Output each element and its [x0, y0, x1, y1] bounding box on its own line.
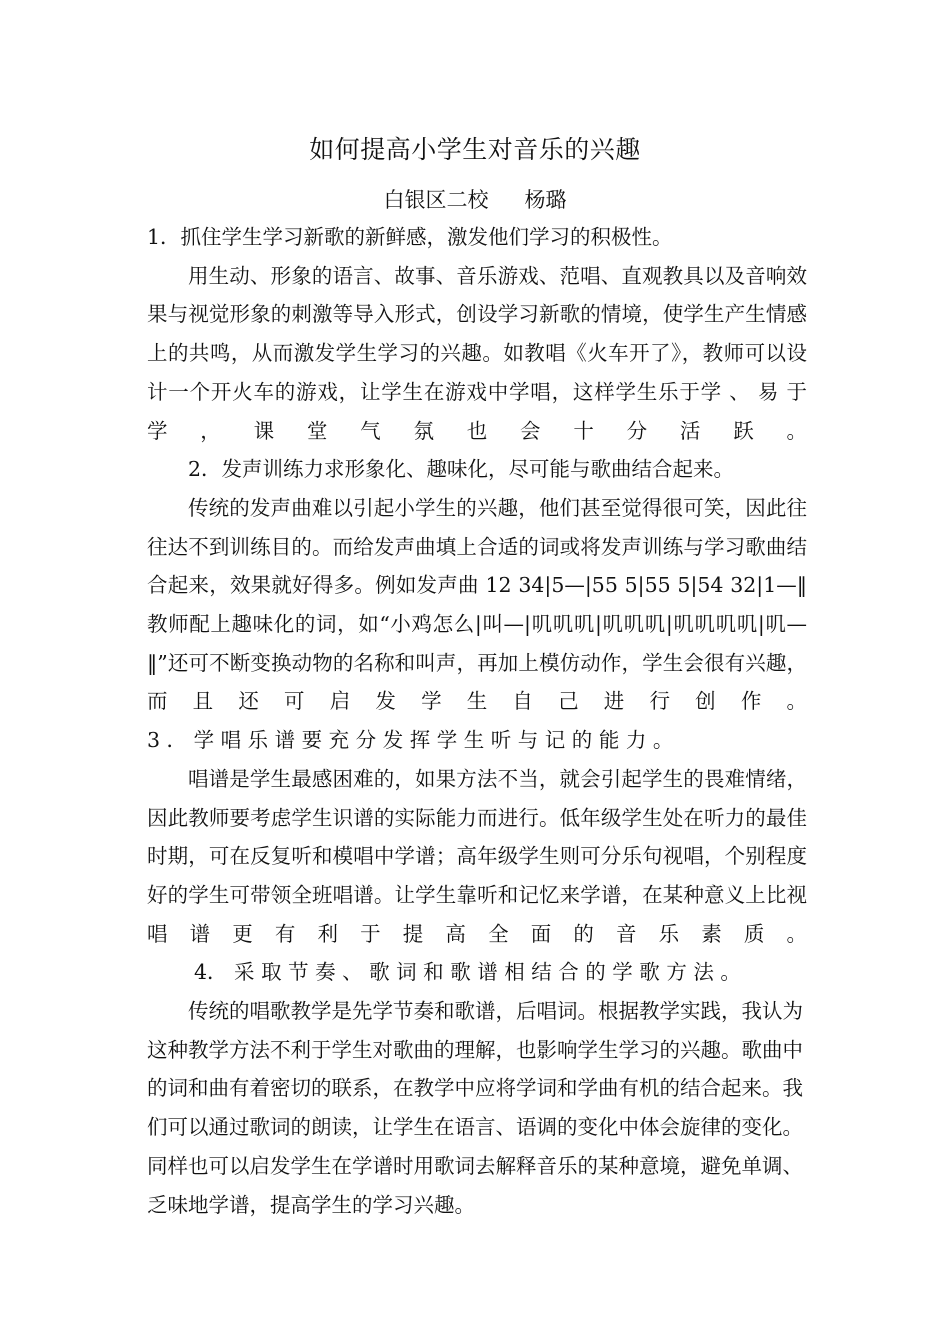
section-heading-2: 2．发声训练力求形象化、趣味化，尽可能与歌曲结合起来。	[188, 457, 735, 482]
section-heading-1: 1．抓住学生学习新歌的新鲜感，激发他们学习的积极性。	[147, 225, 673, 249]
section-body-4: 传统的唱歌教学是先学节奏和歌谱，后唱词。根据教学实践，我认为这种教学方法不利于学生对歌曲的理解，也影响学生学习的兴趣。歌曲中的词和曲有着密切的联系，在教学中应将学词和学曲有机的结合起来。我们可以通过歌词的朗读，让学生在语言、语调的变化中体会旋律的变化。同样也可以启发学生在学谱时用歌词去解释音乐的某种意境，避免单调、乏味地学谱，提高学生的学习兴趣。	[147, 999, 803, 1217]
section-heading-3: 3 ． 学 唱 乐 谱 要 充 分 发 挥 学 生 听 与 记 的 能 力 。	[147, 728, 674, 753]
section-body-3: 唱谱是学生最感困难的，如果方法不当，就会引起学生的畏难情绪，因此教师要考虑学生识谱的实际能力而进行。低年级学生处在听力的最佳时期，可在反复听和模唱中学谱；高年级学生则可分乐句视唱，个别程度好的学生可带领全班唱谱。让学生靠听和记忆来学谱，在某种意义上比视唱谱更有利于提高全面的音乐素质。	[147, 766, 807, 946]
author-school: 白银区二校	[383, 188, 489, 212]
author-name: 杨璐	[524, 188, 567, 212]
document-body	[147, 218, 807, 1224]
section-heading-4: 4． 采 取 节 奏 、 歌 词 和 歌 谱 相 结 合 的 学 歌 方 法 。	[194, 960, 741, 985]
document-title: 如何提高小学生对音乐的兴趣	[309, 135, 641, 164]
section-body-2: 传统的发声曲难以引起小学生的兴趣，他们甚至觉得很可笑，因此往往达不到训练目的。而给发声曲填上合适的词或将发声训练与学习歌曲结合起来，效果就好得多。例如发声曲 12 34|5—|55 5|55 5|54 32|1—‖教师配上趣味化的词，如“小鸡怎么|叫—|叽叽叽|叽叽叽|叽叽叽叽|叽—‖”还可不断变换动物的名称和叫声，再加上模仿动作，学生会很有兴趣，而且还可启发学生自己进行创作。	[147, 495, 807, 714]
author-line	[0, 184, 950, 216]
section-body-1: 用生动、形象的语言、故事、音乐游戏、范唱、直观教具以及音响效果与视觉形象的刺激等导入形式，创设学习新歌的情境，使学生产生情感上的共鸣，从而激发学生学习的兴趣。如教唱《火车开了》，教师可以设计一个开火车的游戏，让学生在游戏中学唱，这样学生乐于学 、 易 于 学 ， 课 堂 气 氛 也 会 十 分 活 跃 。	[147, 263, 807, 443]
